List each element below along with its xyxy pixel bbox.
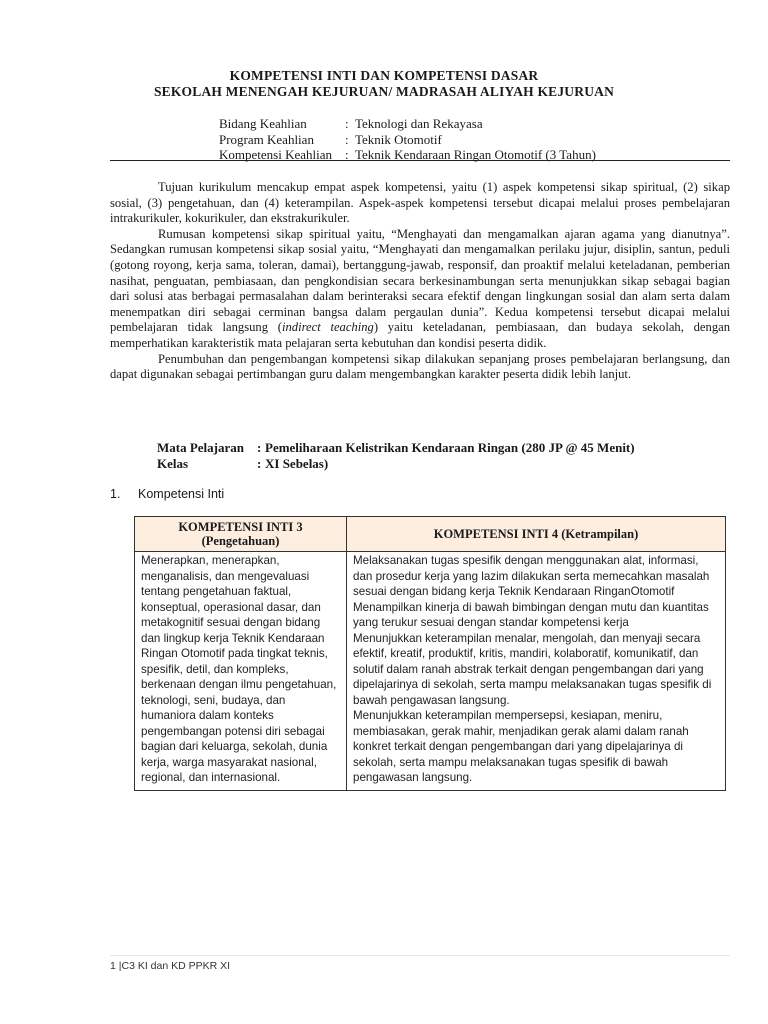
subject-row-kelas <box>157 456 635 472</box>
ki4-item: Melaksanakan tugas spesifik dengan menggunakan alat, informasi, dan prosedur kerja yang lazim dilakukan serta memecahkan masalah sesuai dengan bidang kerja Teknik Kendaraan RinganOtomotif <box>353 554 710 598</box>
paragraph-2-italic: indirect teaching <box>281 320 374 335</box>
ki4-item: Menampilkan kinerja di bawah bimbingan dengan mutu dan kuantitas yang terukur sesuai dengan standar kompetensi kerja <box>353 600 709 629</box>
meta-value: Teknologi dan Rekayasa <box>355 116 483 131</box>
intro-text <box>110 180 730 383</box>
paragraph-3: Penumbuhan dan pengembangan kompetensi sikap dilakukan sepanjang proses pembelajaran berlangsung, dan dapat digunakan sebagai pertimbangan guru dalam mengembangkan karakter peserta didik lebih lanjut. <box>110 351 730 382</box>
table-header-ki3 <box>135 517 347 552</box>
subject-label: Kelas <box>157 455 189 471</box>
ki3-cell: Menerapkan, menerapkan, menganalisis, dan mengevaluasi tentang pengetahuan faktual, konseptual, operasional dasar, dan metakognitif sesuai dengan bidang dan lingkup kerja Teknik Kendaraan Ringan Otomotif pada tingkat teknis, spesifik, detil, dan kompleks, berkenaan dengan ilmu pengetahuan, teknologi, seni, budaya, dan humaniora dalam konteks pengembangan potensi diri sebagai bagian dari keluarga, sekolah, dunia kerja, warga masyarakat nasional, regional, dan internasional. <box>135 552 347 791</box>
paragraph-1: Tujuan kurikulum mencakup empat aspek kompetensi, yaitu (1) aspek kompetensi sikap spiritual, (2) sikap sosial, (3) pengetahuan, dan (4) keterampilan. Aspek-aspek kompetensi tersebut dicapai melalui proses pembelajaran intrakurikuler, kokurikuler, dan ekstrakurikuler. <box>110 180 730 226</box>
section-number: 1. <box>110 487 121 501</box>
page-footer: 1 |C3 KI dan KD PPKR XI <box>110 960 231 972</box>
section-title: Kompetensi Inti <box>138 487 225 501</box>
meta-value: Teknik Otomotif <box>355 131 442 147</box>
meta-separator: : <box>345 116 349 131</box>
paragraph-2-part-b: ) yaitu keteladanan, pembiasaan, dan budaya sekolah, dengan memperhatikan karakteristik mata pelajaran serta kebutuhan dan kondisi peserta didik. <box>110 320 730 350</box>
paragraph-2 <box>110 227 730 352</box>
table-header-ki4: KOMPETENSI INTI 4 (Ketrampilan) <box>347 517 726 552</box>
section-heading <box>110 487 224 501</box>
meta-separator: : <box>345 147 349 162</box>
subject-value: XI Sebelas) <box>265 455 329 471</box>
footer-divider <box>110 955 730 956</box>
subject-value: Pemeliharaan Kelistrikan Kendaraan Ringan (280 JP @ 45 Menit) <box>265 440 635 455</box>
subject-separator: : <box>257 455 262 471</box>
subject-row-mapel <box>157 440 635 456</box>
subject-info <box>157 440 635 471</box>
program-meta <box>219 116 596 163</box>
meta-row-bidang <box>219 116 596 132</box>
ki4-item: Menunjukkan keterampilan menalar, mengolah, dan menyaji secara efektif, kreatif, produktif, kritis, mandiri, kolaboratif, komunikatif, dan solutif dalam ranah abstrak terkait dengan pengembangan dari yang dipelajarinya di sekolah, serta mampu melaksanakan tugas spesifik di bawah pengawasan langsung. <box>353 631 712 707</box>
meta-label: Program Keahlian <box>219 131 314 147</box>
ki4-cell <box>347 552 726 791</box>
meta-row-program <box>219 132 596 148</box>
meta-label: Bidang Keahlian <box>219 116 307 131</box>
subject-separator: : <box>257 440 262 455</box>
page-title-line-2: SEKOLAH MENENGAH KEJURUAN/ MADRASAH ALIYAH KEJURUAN <box>153 84 615 99</box>
table-row <box>135 552 726 791</box>
meta-value: Teknik Kendaraan Ringan Otomotif (3 Tahun) <box>355 147 596 162</box>
meta-separator: : <box>345 131 349 147</box>
meta-label: Kompetensi Keahlian <box>219 147 332 162</box>
table-header-row <box>135 517 726 552</box>
header-divider <box>110 160 730 161</box>
subject-label: Mata Pelajaran <box>157 440 245 455</box>
kompetensi-inti-table <box>134 516 726 791</box>
ki3-subheading: (Pengetahuan) <box>201 534 280 548</box>
ki3-heading: KOMPETENSI INTI 3 <box>178 520 303 534</box>
page-title-line-1: KOMPETENSI INTI DAN KOMPETENSI DASAR <box>229 68 539 83</box>
ki4-item: Menunjukkan keterampilan mempersepsi, kesiapan, meniru, membiasakan, gerak mahir, menjadikan gerak alami dalam ranah konkret terkait dengan pengembangan dari yang dipelajarinya di sekolah, serta mampu melaksanakan tugas spesifik di bawah pengawasan langsung. <box>353 709 689 784</box>
paragraph-2-part-a: Rumusan kompetensi sikap spiritual yaitu, “Menghayati dan mengamalkan ajaran agama yang dianutnya”. Sedangkan rumusan kompetensi sikap sosial yaitu, “Menghayati dan mengamalkan perilaku jujur, disiplin, santun, peduli (gotong royong, kerja sama, toleran, damai), bertanggung-jawab, responsif, dan proaktif melalui keteladanan, pemberian nasihat, penguatan, pembiasaan, dan pengkondisian secara berkesinambungan serta menunjukkan sikap sebagai bagian dari solusi atas berbagai permasalahan dalam berinteraksi secara efektif dengan lingkungan sosial dan alam serta dalam menempatkan diri sebagai cerminan bangsa dalam pergaulan dunia”. Kedua kompetensi tersebut dicapai melalui pembelajaran tidak langsung ( <box>110 226 730 335</box>
